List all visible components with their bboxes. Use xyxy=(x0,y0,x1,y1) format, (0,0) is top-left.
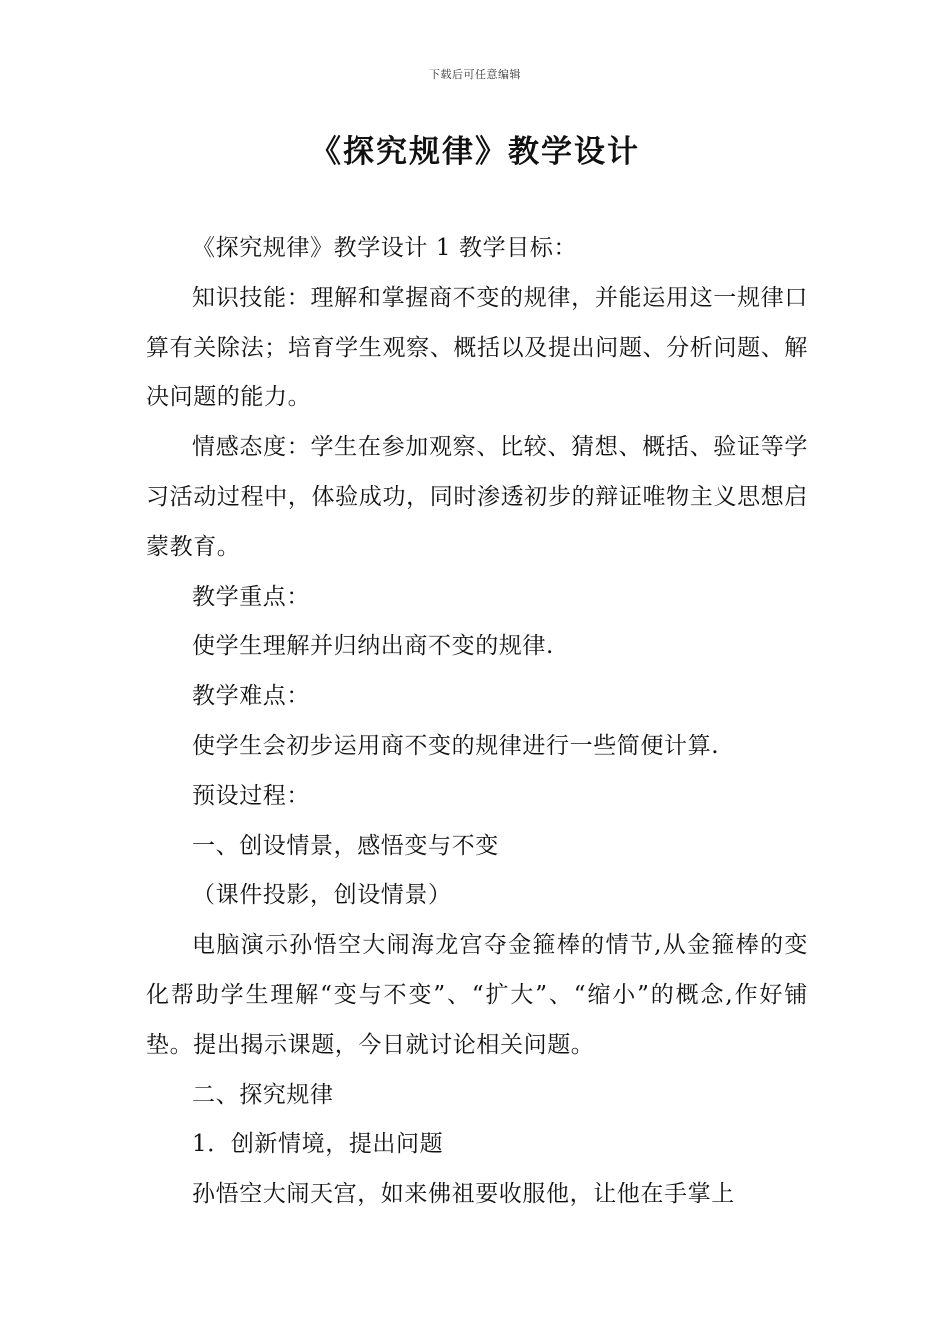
heading-teaching-focus: 教学重点： xyxy=(192,583,310,610)
paragraph-computer-demo: 电脑演示孙悟空大闹海龙宫夺金箍棒的情节,从金箍棒的变化帮助学生理解“变与不变”、“扩大”、“缩小”的概念,作好铺垫。提出揭示课题，今日就讨论相关问题。 xyxy=(146,932,808,1058)
subsection-heading-1: 1．创新情境，提出问题 xyxy=(192,1131,444,1158)
paragraph-emotional-attitude: 情感态度：学生在参加观察、比较、猜想、概括、验证等学习活动过程中，体验成功，同时渗透初步的辩证唯物主义思想启蒙教育。 xyxy=(146,434,808,560)
paragraph-teaching-focus: 使学生理解并归纳出商不变的规律. xyxy=(192,633,554,660)
heading-preset-process: 预设过程： xyxy=(192,782,310,809)
paragraph-teaching-difficulty: 使学生会初步运用商不变的规律进行一些简便计算. xyxy=(192,732,720,759)
document-body xyxy=(146,224,808,1220)
paragraph-story: 孙悟空大闹天宫，如来佛祖要收服他，让他在手掌上 xyxy=(192,1181,735,1208)
header-note: 下载后可任意编辑 xyxy=(429,68,521,81)
paragraph-courseware-note: （课件投影，创设情景） xyxy=(192,882,452,909)
heading-teaching-difficulty: 教学难点： xyxy=(192,683,310,710)
section-heading-1: 一、创设情景，感悟变与不变 xyxy=(192,832,499,859)
document-title: 《探究规律》教学设计 xyxy=(310,134,640,170)
paragraph-knowledge-skills: 知识技能：理解和掌握商不变的规律，并能运用这一规律口算有关除法；培育学生观察、概括以及提出问题、分析问题、解决问题的能力。 xyxy=(146,284,808,411)
paragraph-intro: 《探究规律》教学设计 1 教学目标： xyxy=(192,235,578,261)
section-heading-2: 二、探究规律 xyxy=(192,1081,334,1108)
